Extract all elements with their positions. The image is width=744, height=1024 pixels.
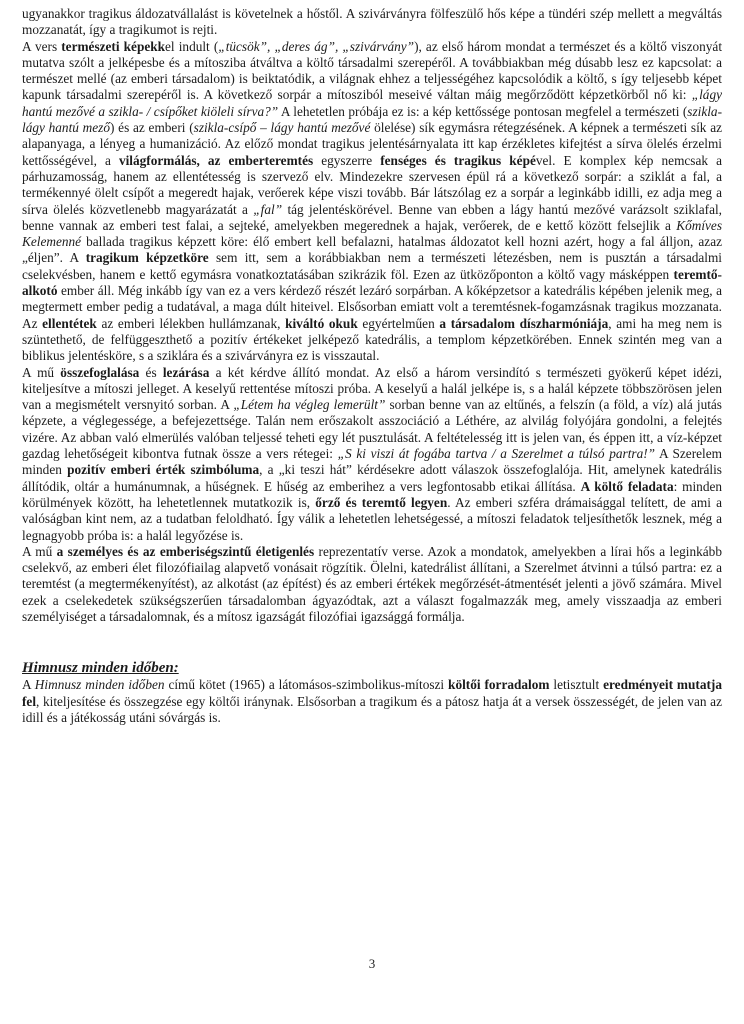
text-run: lezárása — [162, 364, 210, 380]
text-run: ugyanakkor tragikus áldozatvállalást is követelnek a hőstől. A szivárványra fölfeszülő hős képe a tündéri szép mellett a megváltás mozzanatát, így a tragikumot is rejti. — [22, 6, 722, 38]
text-run: őrző és teremtő legyen — [315, 494, 448, 510]
text-run: eredményeit mutatja fel — [22, 677, 722, 709]
text-run: , ami ha meg nem is szüntethető, de felfüggeszthető a pozitív értékeket jelképező katedrális, a templom képzetkörében. Ennek szintén meg van a biblikus jelentésköre, s a sziklára és a szivárványra ez is visszautal. — [22, 315, 722, 364]
text-run: összefoglalása — [60, 364, 140, 380]
text-run: ), az első három mondat a természet és a költő viszonyát mutatva szólt a jelképesbe és a mítosziba átváltva a költő társadalmi szerepéről. A továbbiakban még dúsabb lesz ez kapcsolat: a természet mellé (az emberi társadalom) is beiktatódik, a világnak ehhez a teljességéhez kapcsolódik a költő, s így teljesebb képet kapunk társadalmi szerepéről is. A következő sorpár a mítosziból meseivé váltan máig megőrződött képzetkörből nő ki: — [22, 38, 723, 103]
text-run: Himnusz minden időben — [34, 677, 165, 693]
paragraph-1 — [22, 6, 722, 39]
section-heading: Himnusz minden időben: — [22, 660, 179, 677]
text-run: költői forradalom — [448, 677, 550, 693]
text-run: A vers — [22, 38, 62, 54]
body-text — [22, 6, 722, 625]
text-run: sorban benne van az eltűnés, a felszín (a föld, a víz) alá jutás képzete, a véglegessége, a befejezettsége. Talán nem erőszakolt asszociáció a Léthére, az alvilág folyójára gondolni, a felejtés vizére. Az abban való elmerülés valóban teljessé teheti egy lét pusztulását. A feltételesség itt is jelen van, és éppen itt, a víz-képzet gazdag lehetőségeit kibontva futnak össze a vers rétegei: — [22, 397, 722, 462]
text-run: el indult ( — [165, 38, 219, 54]
text-run: reprezentatív verse. Azok a mondatok, amelyekben a lírai hős a leginkább cselekvő, az emberi élet filozófiailag alapvető vonásait rögzítik. Ölelni, katedrálist állítani, a Szerelmet átvinni a túlsó partra: ez a teremtést (a megtermékenyítést), az alkotást (az építést) és az emberi értékek megőrzését-átmentését jelenti a jövő számára. Mivel ezek a cselekedetek szükségszerűen társadalomban ágyazódtak, azt a választ fogalmazzák meg, amely visszaadja az emberi személyiséget a társadalomnak, és a mítosz igazságát filozófiai igazsággá formálja. — [22, 543, 722, 624]
text-run: a személyes és az emberiségszintű életigenlés — [56, 543, 315, 559]
text-run: vel. E komplex kép nemcsak a párhuzamosság, hanem az ellentétesség is szervező elv. Mindezekre szervesen épül rá a következő sorpár: a sziklát a fal, a termékennyé ölelt csípőt a megeredt hajak, verőerek képe viszi tovább. Bár látszólag ez a sorpár a leginkább idilli, ez adja meg a sírva ölelés közvetlenebb magyarázatát a — [22, 152, 722, 217]
text-run: fenséges és tragikus képé — [380, 152, 536, 168]
text-run: egyszerre — [313, 152, 381, 168]
text-run: „tücsök”, „deres ág”, „szivárvány” — [218, 38, 415, 54]
text-run: szikla-lágy hantú mező — [22, 103, 723, 136]
text-run: a társadalom díszharmóniája — [439, 315, 609, 331]
text-run: letisztult — [549, 677, 604, 693]
text-run: A költő feladata — [580, 478, 674, 494]
text-run: egyértelműen — [357, 315, 440, 331]
text-run: sem itt, sem a korábbiakban nem a természeti létezésben, nem is pusztán a társadalmi cselekvésben, hanem e kettő egymásra vonatkoztatásában szikrázik föl. Ezen az ütközőponton a költő vagy másképpen — [22, 250, 723, 282]
text-run: . Az emberi szféra drámaisággal telített, de ami a valóságban kint nem, az a tudatban feloldható. Így válik a lehetetlen lehetségessé, a mítoszi feladatok teljesíthetők lesznek, még a legnagyobb próba is: a halál legyőzése is. — [22, 494, 722, 543]
paragraph-4 — [22, 544, 722, 625]
text-run: szikla-csípő – lágy hantú mezővé — [193, 120, 371, 136]
document-page — [22, 6, 722, 726]
paragraph-2 — [22, 39, 722, 365]
text-run: A Szerelem minden — [22, 446, 722, 478]
text-run: A mű — [22, 543, 57, 559]
text-run: „S ki viszi át fogába tartva / a Szerelmet a túlsó partra!” — [337, 446, 656, 462]
text-run: „Létem ha végleg lemerült” — [233, 397, 386, 413]
text-run: ballada tragikus képzett köre: élő embert kell befalazni, hatalmas áldozatot kell hozni azért, hogy a fal álljon, azaz „éljen”. A — [22, 234, 722, 266]
text-run: A — [22, 677, 35, 693]
text-run: : minden körülmények között, ha lehetetlennek mutatkozik is, — [22, 478, 723, 510]
text-run: természeti képekk — [61, 38, 166, 54]
section-paragraph — [22, 677, 722, 726]
text-run: A mű — [22, 364, 61, 380]
text-run: és — [139, 364, 163, 380]
paragraph-3 — [22, 365, 722, 544]
text-run: teremtő-alkotó — [22, 266, 722, 299]
text-run: tragikum képzetköre — [85, 250, 209, 266]
text-run: pozitív emberi érték szimbóluma — [67, 462, 260, 478]
text-run: ember áll. Még inkább így van ez a vers kérdező részét lezáró sorpárban. A kőképzetsor a katedrális képében jelenik meg, a megtermett ember pedig a tudatával, a maga dúlt hiteivel. Elsősorban emiatt volt a teremtésnek-fogamzásnak tragikus mozzanata. Az — [22, 283, 722, 331]
text-run: Kőmíves Kelemenné — [22, 217, 722, 250]
text-run: , a „ki teszi hát” kérdésekre adott válaszok összefoglalója. Hit, amelynek katedrális állítódik, oltár a humánumnak, a hűségnek. E hűség az emberihez a vers legfontosabb etikai állítása. — [22, 462, 722, 494]
page-number: 3 — [368, 956, 376, 971]
text-run: a két kérdve állító mondat. Az első a három versindító s természeti gyökerű képet idézi, kiteljesítve a mítoszi jelleget. A keselyű rettentése mítoszi próba. A keselyű a halál jelképe is, s a halál képzete többszörösen jelen van a megismételt versnyitó sorban. A — [22, 364, 722, 413]
text-run: című kötet (1965) a látomásos-szimbolikus-mítoszi — [164, 677, 449, 693]
text-run: ölelése) sík egymásra rétegzésének. A képnek a természeti sík az alapanyaga, a lényeg a humanizáció. Az előző mondat tragikus jelentésárnyalata itt kap érzékletes kifejtést a sírva ölelés érzelmi kettősségével, a — [22, 120, 722, 168]
text-run: ellentétek — [42, 315, 97, 331]
text-run: „fal” — [253, 201, 283, 217]
text-run: kiváltó okuk — [285, 315, 358, 331]
text-run: tág jelentéskörével. Benne van ebben a lágy hantú mezővé varázsolt sziklafal, benne vannak az emberi test falai, a sejteké, amelyekben megerednek a hajak, verőerek, de e kettő között felsejlik a — [22, 201, 722, 233]
text-run: világformálás, az emberteremtés — [118, 152, 314, 168]
text-run: az emberi lélekben hullámzanak, — [96, 315, 286, 331]
text-run: , kiteljesítése és összegzése egy költői iránynak. Elsősorban a tragikum és a pátosz hatja át a versek összességét, de jelen van az idill és a játékosság utáni sóvárgás is. — [22, 693, 722, 725]
text-run: ) és az emberi ( — [110, 120, 194, 136]
text-run: „lágy hantú mezővé a szikla- / csípőket kiöleli sírva?” — [22, 87, 722, 119]
text-run: A lehetetlen próbája ez is: a kép kettőssége pontosan megfelel a természeti ( — [278, 103, 688, 119]
